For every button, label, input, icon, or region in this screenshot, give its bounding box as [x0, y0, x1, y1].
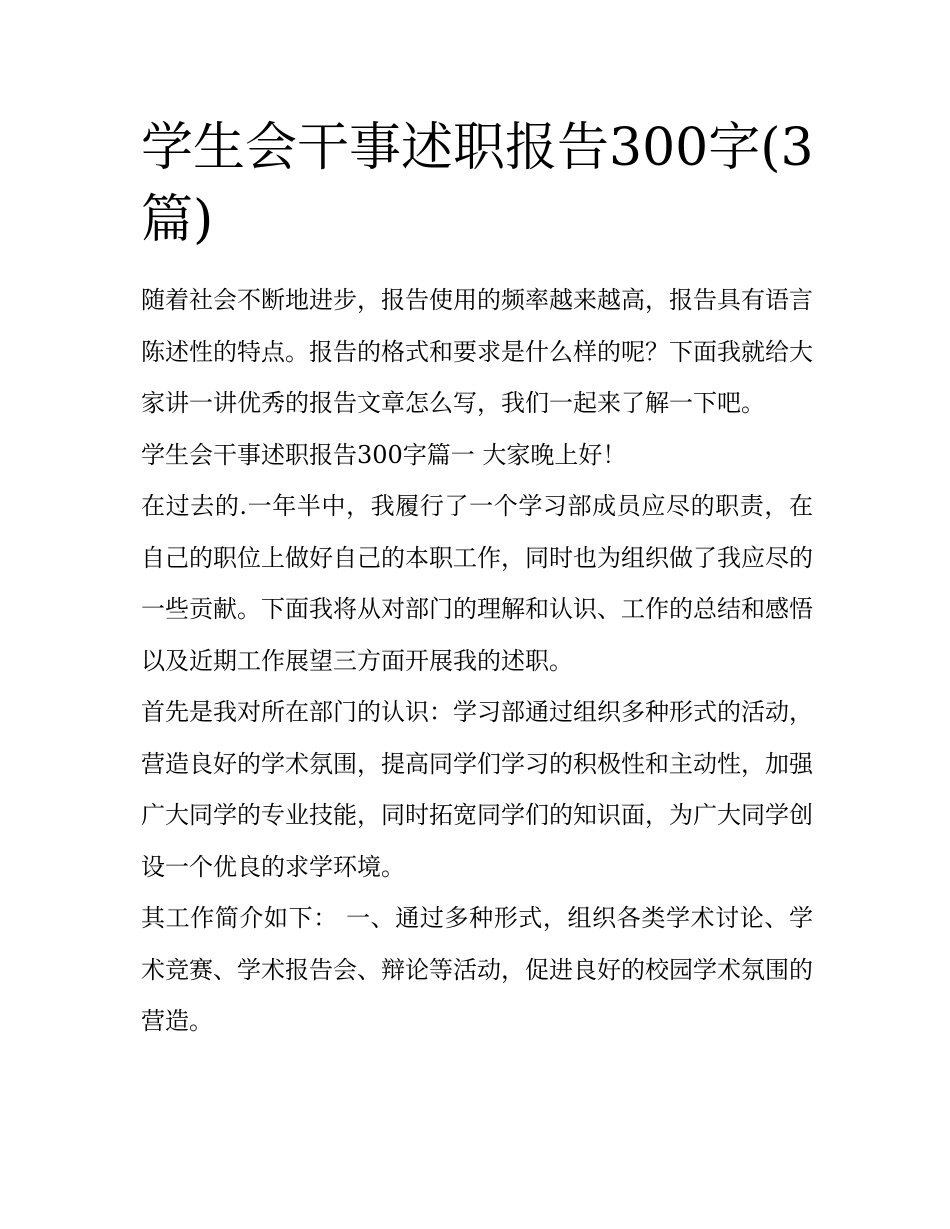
paragraph-work-intro: 其工作简介如下： 一、通过多种形式，组织各类学术讨论、学术竞赛、学术报告会、辩论等活动，促进良好的校园学术氛围的营造。 [141, 904, 813, 1035]
paragraph-intro: 随着社会不断地进步，报告使用的频率越来越高，报告具有语言陈述性的特点。报告的格式和要求是什么样的呢？下面我就给大家讲一讲优秀的报告文章怎么写，我们一起来了解一下吧。 [141, 286, 813, 417]
paragraph-duties: 在过去的.一年半中，我履行了一个学习部成员应尽的职责，在自己的职位上做好自己的本职工作，同时也为组织做了我应尽的一些贡献。下面我将从对部门的理解和认识、工作的总结和感悟以及近期工作展望三方面开展我的述职。 [141, 492, 813, 675]
paragraph-section-heading: 学生会干事述职报告300字篇一 大家晚上好！ [141, 440, 627, 469]
paragraph-department: 首先是我对所在部门的认识：学习部通过组织多种形式的活动，营造良好的学术氛围，提高同学们学习的积极性和主动性，加强广大同学的专业技能，同时拓宽同学们的知识面，为广大同学创设一个优良的求学环境。 [141, 698, 813, 881]
document-body [141, 275, 813, 1048]
document-title: 学生会干事述职报告300字(3篇) [141, 118, 814, 250]
